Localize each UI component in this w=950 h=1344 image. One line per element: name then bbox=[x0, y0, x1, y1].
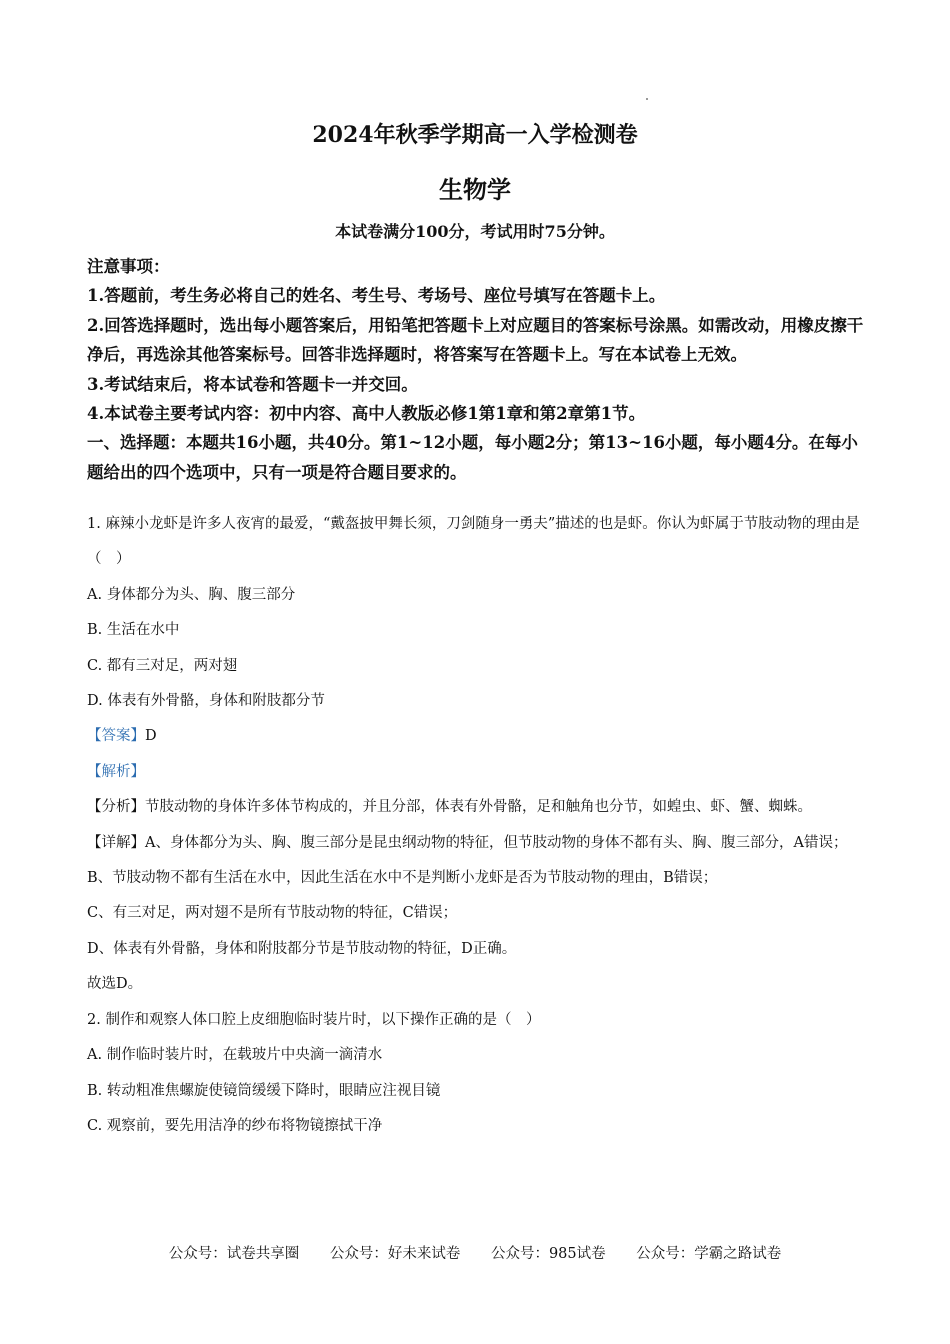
analysis-line bbox=[87, 755, 872, 790]
option-a: A. 制作临时装片时，在载玻片中央滴一滴清水 bbox=[87, 1047, 383, 1064]
analysis-tag: 【解析】 bbox=[87, 763, 145, 780]
answer-tag: 【答案】 bbox=[87, 728, 145, 745]
subject-title: 生物学 bbox=[439, 175, 511, 204]
answer-value: D bbox=[145, 728, 157, 745]
question-list bbox=[87, 507, 872, 1144]
option-a: A. 身体都分为头、胸、腹三部分 bbox=[87, 586, 296, 603]
detail-line: C、有三对足，两对翅不是所有节肢动物的特征，C错误； bbox=[87, 905, 458, 922]
footer-item: 公众号：学霸之路试卷 bbox=[636, 1246, 782, 1262]
instructions bbox=[87, 252, 867, 487]
page-title: 2024年秋季学期高一入学检测卷 bbox=[312, 122, 638, 148]
question-2-stem: 2. 制作和观察人体口腔上皮细胞临时装片时，以下操作正确的是（ ） bbox=[87, 1011, 541, 1028]
detail-tag: 【详解】 bbox=[87, 834, 145, 851]
detail-paragraph bbox=[87, 826, 872, 861]
option-c: C. 观察前，要先用洁净的纱布将物镜擦拭干净 bbox=[87, 1117, 383, 1134]
option-c: C. 都有三对足，两对翅 bbox=[87, 657, 238, 674]
question-1-stem: 1. 麻辣小龙虾是许多人夜宵的最爱，“戴盔披甲舞长须，刀剑随身一勇夫”描述的也是虾。你认为虾属于节肢动物的理由是（ ） bbox=[87, 516, 860, 568]
fenxi-text: 节肢动物的身体许多体节构成的，并且分部，体表有外骨骼，足和触角也分节，如蝗虫、虾、蟹、蜘蛛。 bbox=[145, 799, 812, 816]
option-b: B. 生活在水中 bbox=[87, 622, 180, 639]
note-item: 1.答题前，考生务必将自己的姓名、考生号、考场号、座位号填写在答题卡上。 bbox=[87, 286, 666, 306]
stray-dot bbox=[646, 98, 648, 100]
detail-text: A、身体都分为头、胸、腹三部分是昆虫纲动物的特征，但节肢动物的身体不都有头、胸、腹三部分，A错误； bbox=[145, 834, 848, 851]
answer-line bbox=[87, 719, 872, 754]
fenxi-tag: 【分析】 bbox=[87, 799, 145, 816]
note-item: 4.本试卷主要考试内容：初中内容、高中人教版必修1第1章和第2章第1节。 bbox=[87, 404, 646, 424]
option-d: D. 体表有外骨骼，身体和附肢都分节 bbox=[87, 693, 325, 710]
exam-info: 本试卷满分100分，考试用时75分钟。 bbox=[335, 222, 615, 241]
fenxi-paragraph bbox=[87, 790, 872, 825]
note-item: 2.回答选择题时，选出每小题答案后，用铅笔把答题卡上对应题目的答案标号涂黑。如需改动，用橡皮擦干净后，再选涂其他答案标号。回答非选择题时，将答案写在答题卡上。写在本试卷上无效。 bbox=[87, 315, 864, 365]
conclusion-line: 故选D。 bbox=[87, 976, 143, 993]
section-heading: 一、选择题：本题共16小题，共40分。第1~12小题，每小题2分；第13~16小题，每小题4分。在每小题给出的四个选项中，只有一项是符合题目要求的。 bbox=[87, 433, 858, 482]
note-item: 3.考试结束后，将本试卷和答题卡一并交回。 bbox=[87, 374, 418, 394]
notes-heading: 注意事项： bbox=[87, 257, 170, 276]
footer-item: 公众号：好未来试卷 bbox=[329, 1246, 461, 1262]
option-b: B. 转动粗准焦螺旋使镜筒缓缓下降时，眼睛应注视目镜 bbox=[87, 1082, 441, 1099]
footer-item: 公众号：试卷共享圈 bbox=[168, 1246, 300, 1262]
footer bbox=[0, 1241, 950, 1267]
detail-line: B、节肢动物不都有生活在水中，因此生活在水中不是判断小龙虾是否为节肢动物的理由，B错误； bbox=[87, 870, 718, 887]
footer-item: 公众号：985试卷 bbox=[490, 1246, 606, 1262]
detail-line: D、体表有外骨骼，身体和附肢都分节是节肢动物的特征，D正确。 bbox=[87, 940, 517, 957]
